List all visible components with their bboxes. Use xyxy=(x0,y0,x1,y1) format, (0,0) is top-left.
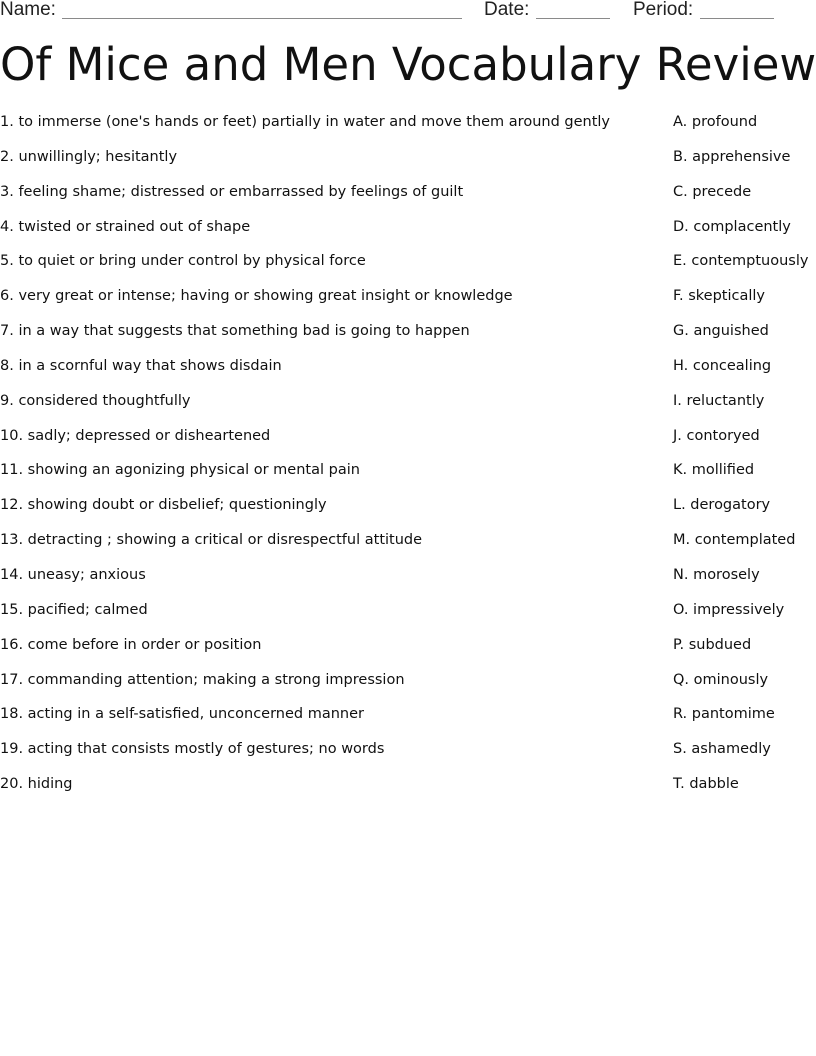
answer-item: E. contemptuously xyxy=(673,253,809,270)
clue-item: 13. detracting ; showing a critical or disrespectful attitude xyxy=(0,532,423,549)
answer-item: P. subdued xyxy=(673,636,752,653)
clue-item: 18. acting in a self-satisfied, unconcerned manner xyxy=(0,706,365,723)
answer-item: M. contemplated xyxy=(673,532,796,549)
answer-item: R. pantomime xyxy=(673,706,775,723)
answer-item: D. complacently xyxy=(673,218,791,235)
clue-item: 15. pacified; calmed xyxy=(0,601,148,618)
answer-item: N. morosely xyxy=(673,566,760,583)
answer-item: F. skeptically xyxy=(673,288,765,305)
clue-item: 20. hiding xyxy=(0,776,73,793)
clue-item: 3. feeling shame; distressed or embarrassed by feelings of guilt xyxy=(0,183,464,200)
answer-item: K. mollified xyxy=(673,462,755,479)
date-label: Date: xyxy=(484,0,530,20)
answer-item: B. apprehensive xyxy=(673,148,791,165)
clue-item: 4. twisted or strained out of shape xyxy=(0,218,251,235)
clue-item: 6. very great or intense; having or showing great insight or knowledge xyxy=(0,288,513,305)
answer-item: Q. ominously xyxy=(673,671,769,688)
clue-item: 10. sadly; depressed or disheartened xyxy=(0,427,271,444)
clue-item: 9. considered thoughtfully xyxy=(0,392,191,409)
period-field[interactable] xyxy=(700,18,774,19)
clue-item: 8. in a scornful way that shows disdain xyxy=(0,357,282,374)
period-label: Period: xyxy=(633,0,694,20)
answer-item: I. reluctantly xyxy=(673,392,765,409)
clue-item: 12. showing doubt or disbelief; questioningly xyxy=(0,497,327,514)
clue-item: 17. commanding attention; making a strong impression xyxy=(0,671,405,688)
answer-item: S. ashamedly xyxy=(673,741,771,758)
clue-item: 14. uneasy; anxious xyxy=(0,566,146,583)
answer-item: T. dabble xyxy=(673,776,739,793)
clue-item: 1. to immerse (one's hands or feet) partially in water and move them around gently xyxy=(0,114,610,130)
name-label: Name: xyxy=(0,0,56,20)
answer-item: G. anguished xyxy=(673,323,769,340)
answer-item: C. precede xyxy=(673,183,752,200)
answer-item: O. impressively xyxy=(673,601,785,618)
clue-item: 19. acting that consists mostly of gestures; no words xyxy=(0,741,385,758)
clue-list xyxy=(0,112,660,809)
answer-item: L. derogatory xyxy=(673,497,771,514)
clue-item: 5. to quiet or bring under control by physical force xyxy=(0,253,366,270)
clue-item: 2. unwillingly; hesitantly xyxy=(0,148,178,165)
date-field[interactable] xyxy=(536,18,610,19)
clue-item: 11. showing an agonizing physical or mental pain xyxy=(0,462,360,479)
page-title: Of Mice and Men Vocabulary Review xyxy=(0,38,816,91)
clue-item: 7. in a way that suggests that something bad is going to happen xyxy=(0,323,470,340)
answer-item: J. contoryed xyxy=(673,427,760,444)
worksheet-header xyxy=(0,0,816,24)
answer-item: A. profound xyxy=(673,114,758,130)
name-field[interactable] xyxy=(62,18,462,19)
clue-item: 16. come before in order or position xyxy=(0,636,262,653)
answer-item: H. concealing xyxy=(673,357,772,374)
answer-bank xyxy=(673,112,816,809)
